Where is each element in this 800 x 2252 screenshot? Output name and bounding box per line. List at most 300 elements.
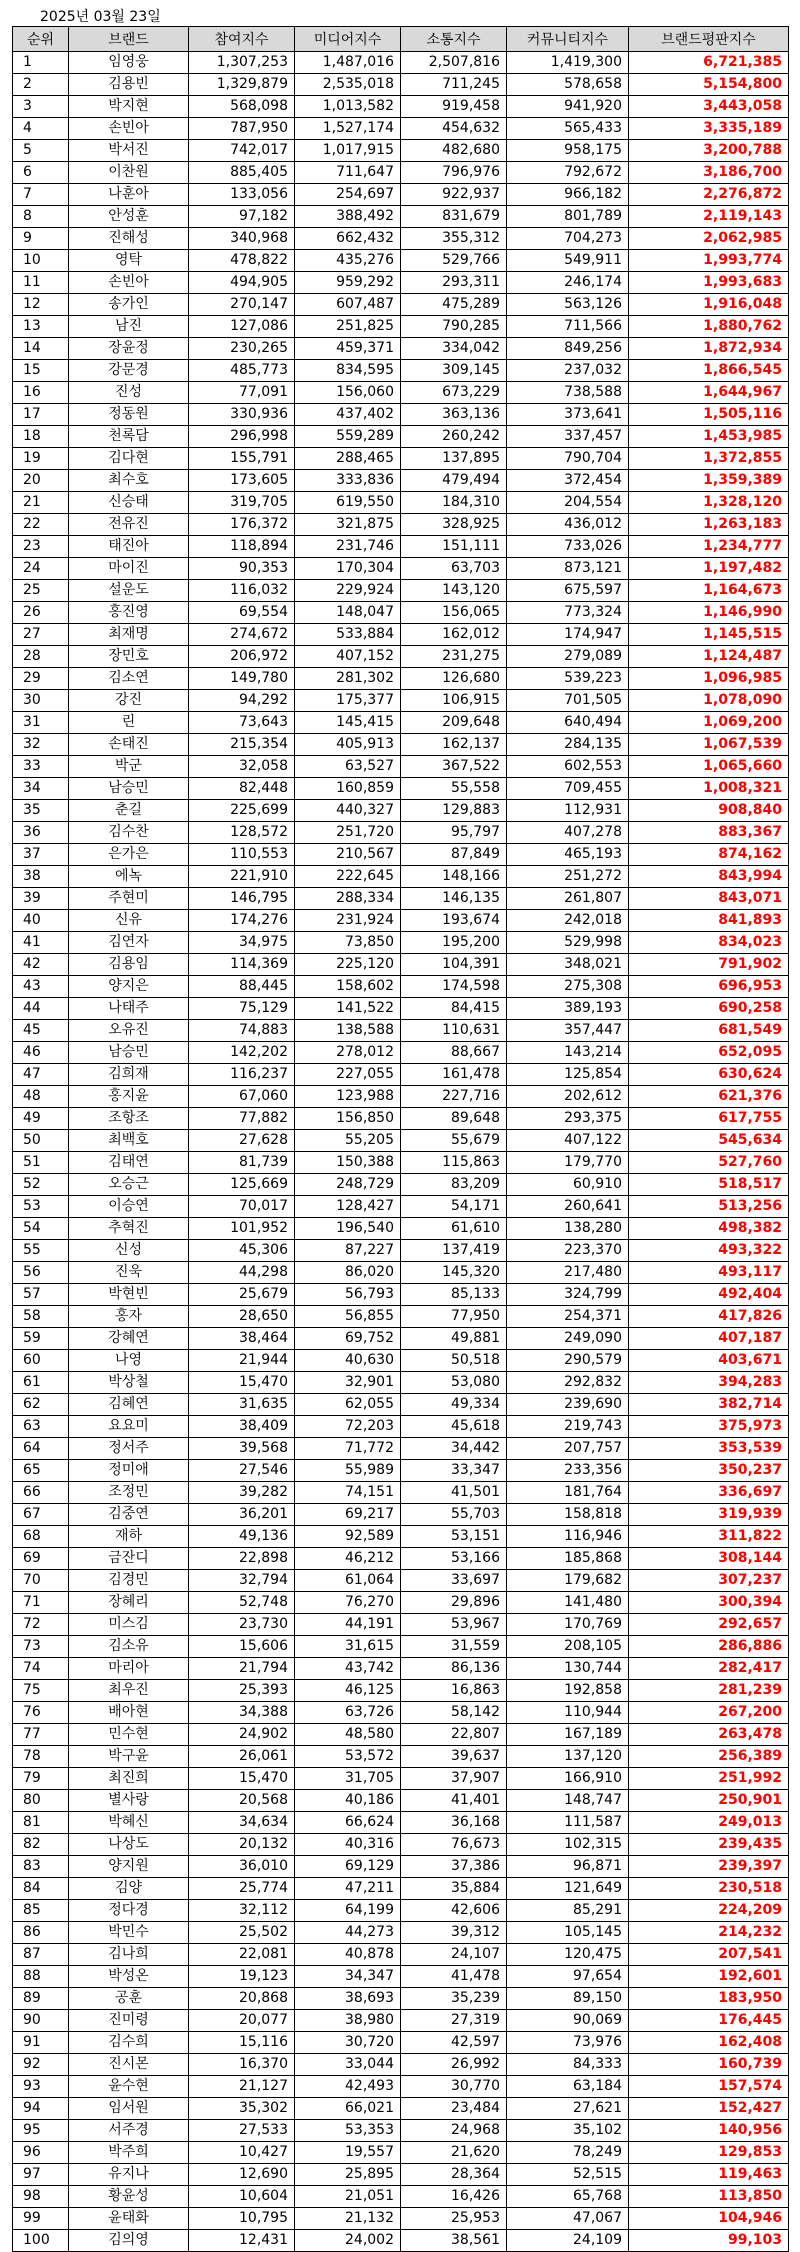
media-cell: 44,273 [295, 1922, 401, 1944]
reputation-index-cell: 300,394 [629, 1592, 789, 1614]
media-cell: 196,540 [295, 1218, 401, 1240]
media-cell: 251,825 [295, 316, 401, 338]
participation-cell: 36,201 [189, 1504, 295, 1526]
brand-cell: 오승근 [69, 1174, 189, 1196]
rank-cell: 25 [13, 580, 69, 602]
media-cell: 210,567 [295, 844, 401, 866]
table-row [13, 448, 789, 470]
communication-cell: 309,145 [401, 360, 507, 382]
brand-cell: 김소유 [69, 1636, 189, 1658]
reputation-index-cell: 527,760 [629, 1152, 789, 1174]
rank-cell: 10 [13, 250, 69, 272]
table-row [13, 1350, 789, 1372]
communication-cell: 53,080 [401, 1372, 507, 1394]
participation-cell: 36,010 [189, 1856, 295, 1878]
participation-cell: 225,699 [189, 800, 295, 822]
brand-cell: 나상도 [69, 1834, 189, 1856]
media-cell: 288,465 [295, 448, 401, 470]
community-cell: 436,012 [507, 514, 629, 536]
participation-cell: 270,147 [189, 294, 295, 316]
communication-cell: 137,419 [401, 1240, 507, 1262]
participation-cell: 116,237 [189, 1064, 295, 1086]
participation-cell: 90,353 [189, 558, 295, 580]
communication-cell: 328,925 [401, 514, 507, 536]
rank-cell: 3 [13, 96, 69, 118]
media-cell: 619,550 [295, 492, 401, 514]
participation-cell: 742,017 [189, 140, 295, 162]
table-header-row [13, 27, 789, 52]
rank-cell: 17 [13, 404, 69, 426]
brand-cell: 신유 [69, 910, 189, 932]
rank-cell: 95 [13, 2120, 69, 2142]
rank-cell: 87 [13, 1944, 69, 1966]
communication-cell: 711,245 [401, 74, 507, 96]
media-cell: 40,630 [295, 1350, 401, 1372]
media-cell: 38,980 [295, 2010, 401, 2032]
brand-cell: 김수찬 [69, 822, 189, 844]
media-cell: 440,327 [295, 800, 401, 822]
table-row [13, 1306, 789, 1328]
participation-cell: 21,794 [189, 1658, 295, 1680]
communication-cell: 355,312 [401, 228, 507, 250]
community-cell: 549,911 [507, 250, 629, 272]
media-cell: 388,492 [295, 206, 401, 228]
communication-cell: 25,953 [401, 2208, 507, 2230]
community-cell: 208,105 [507, 1636, 629, 1658]
rank-cell: 30 [13, 690, 69, 712]
media-cell: 407,152 [295, 646, 401, 668]
rank-cell: 79 [13, 1768, 69, 1790]
header-media-index: 미디어지수 [295, 27, 401, 52]
brand-cell: 강진 [69, 690, 189, 712]
table-row [13, 756, 789, 778]
communication-cell: 143,120 [401, 580, 507, 602]
header-rank: 순위 [13, 27, 69, 52]
brand-cell: 강문경 [69, 360, 189, 382]
reputation-index-cell: 249,013 [629, 1812, 789, 1834]
reputation-index-cell: 282,417 [629, 1658, 789, 1680]
participation-cell: 67,060 [189, 1086, 295, 1108]
participation-cell: 221,910 [189, 866, 295, 888]
table-row [13, 1372, 789, 1394]
rank-cell: 80 [13, 1790, 69, 1812]
community-cell: 90,069 [507, 2010, 629, 2032]
brand-cell: 전유진 [69, 514, 189, 536]
communication-cell: 76,673 [401, 1834, 507, 1856]
reputation-index-cell: 874,162 [629, 844, 789, 866]
reputation-index-cell: 99,103 [629, 2230, 789, 2252]
table-row [13, 2010, 789, 2032]
community-cell: 125,854 [507, 1064, 629, 1086]
table-row [13, 1086, 789, 1108]
communication-cell: 227,716 [401, 1086, 507, 1108]
brand-cell: 정서주 [69, 1438, 189, 1460]
community-cell: 701,505 [507, 690, 629, 712]
reputation-index-cell: 1,916,048 [629, 294, 789, 316]
table-row [13, 118, 789, 140]
reputation-index-cell: 1,644,967 [629, 382, 789, 404]
media-cell: 48,580 [295, 1724, 401, 1746]
communication-cell: 126,680 [401, 668, 507, 690]
community-cell: 284,135 [507, 734, 629, 756]
participation-cell: 26,061 [189, 1746, 295, 1768]
media-cell: 72,203 [295, 1416, 401, 1438]
communication-cell: 36,168 [401, 1812, 507, 1834]
participation-cell: 24,902 [189, 1724, 295, 1746]
participation-cell: 82,448 [189, 778, 295, 800]
reputation-index-cell: 1,880,762 [629, 316, 789, 338]
rank-cell: 84 [13, 1878, 69, 1900]
header-community-index: 커뮤니티지수 [507, 27, 629, 52]
brand-reputation-table [12, 26, 789, 2252]
participation-cell: 10,795 [189, 2208, 295, 2230]
reputation-index-cell: 1,124,487 [629, 646, 789, 668]
participation-cell: 15,116 [189, 2032, 295, 2054]
communication-cell: 482,680 [401, 140, 507, 162]
reputation-index-cell: 1,197,482 [629, 558, 789, 580]
rank-cell: 77 [13, 1724, 69, 1746]
participation-cell: 20,132 [189, 1834, 295, 1856]
communication-cell: 83,209 [401, 1174, 507, 1196]
participation-cell: 69,554 [189, 602, 295, 624]
participation-cell: 74,883 [189, 1020, 295, 1042]
participation-cell: 38,409 [189, 1416, 295, 1438]
participation-cell: 20,868 [189, 1988, 295, 2010]
communication-cell: 45,618 [401, 1416, 507, 1438]
reputation-index-cell: 843,994 [629, 866, 789, 888]
rank-cell: 82 [13, 1834, 69, 1856]
rank-cell: 57 [13, 1284, 69, 1306]
reputation-index-cell: 1,008,321 [629, 778, 789, 800]
participation-cell: 22,081 [189, 1944, 295, 1966]
communication-cell: 454,632 [401, 118, 507, 140]
rank-cell: 41 [13, 932, 69, 954]
brand-cell: 박군 [69, 756, 189, 778]
participation-cell: 28,650 [189, 1306, 295, 1328]
media-cell: 1,017,915 [295, 140, 401, 162]
communication-cell: 89,648 [401, 1108, 507, 1130]
community-cell: 96,871 [507, 1856, 629, 1878]
community-cell: 337,457 [507, 426, 629, 448]
community-cell: 290,579 [507, 1350, 629, 1372]
brand-cell: 장혜리 [69, 1592, 189, 1614]
reputation-index-cell: 1,505,116 [629, 404, 789, 426]
reputation-index-cell: 1,263,183 [629, 514, 789, 536]
media-cell: 62,055 [295, 1394, 401, 1416]
communication-cell: 55,703 [401, 1504, 507, 1526]
brand-cell: 박상철 [69, 1372, 189, 1394]
reputation-index-cell: 417,826 [629, 1306, 789, 1328]
table-row [13, 1900, 789, 1922]
rank-cell: 9 [13, 228, 69, 250]
brand-cell: 진욱 [69, 1262, 189, 1284]
rank-cell: 14 [13, 338, 69, 360]
community-cell: 407,122 [507, 1130, 629, 1152]
communication-cell: 16,426 [401, 2186, 507, 2208]
brand-cell: 최수호 [69, 470, 189, 492]
reputation-index-cell: 129,853 [629, 2142, 789, 2164]
rank-cell: 68 [13, 1526, 69, 1548]
table-row [13, 1988, 789, 2010]
reputation-index-cell: 621,376 [629, 1086, 789, 1108]
header-communication-index: 소통지수 [401, 27, 507, 52]
participation-cell: 330,936 [189, 404, 295, 426]
brand-cell: 배아현 [69, 1702, 189, 1724]
table-row [13, 514, 789, 536]
table-row [13, 954, 789, 976]
table-row [13, 558, 789, 580]
table-row [13, 932, 789, 954]
table-row [13, 1658, 789, 1680]
brand-cell: 최우진 [69, 1680, 189, 1702]
media-cell: 46,212 [295, 1548, 401, 1570]
communication-cell: 209,648 [401, 712, 507, 734]
reputation-index-cell: 394,283 [629, 1372, 789, 1394]
participation-cell: 34,975 [189, 932, 295, 954]
table-row [13, 1570, 789, 1592]
communication-cell: 77,950 [401, 1306, 507, 1328]
brand-cell: 윤태화 [69, 2208, 189, 2230]
table-row [13, 734, 789, 756]
participation-cell: 25,393 [189, 1680, 295, 1702]
reputation-index-cell: 498,382 [629, 1218, 789, 1240]
table-row [13, 250, 789, 272]
reputation-index-cell: 319,939 [629, 1504, 789, 1526]
reputation-index-cell: 192,601 [629, 1966, 789, 1988]
brand-cell: 천록담 [69, 426, 189, 448]
reputation-index-cell: 791,902 [629, 954, 789, 976]
reputation-index-cell: 5,154,800 [629, 74, 789, 96]
rank-cell: 29 [13, 668, 69, 690]
table-row [13, 910, 789, 932]
brand-cell: 박성온 [69, 1966, 189, 1988]
media-cell: 156,850 [295, 1108, 401, 1130]
table-row [13, 602, 789, 624]
rank-cell: 1 [13, 52, 69, 74]
reputation-index-cell: 630,624 [629, 1064, 789, 1086]
brand-cell: 홍진영 [69, 602, 189, 624]
reputation-index-cell: 3,443,058 [629, 96, 789, 118]
table-row [13, 1944, 789, 1966]
communication-cell: 293,311 [401, 272, 507, 294]
communication-cell: 831,679 [401, 206, 507, 228]
participation-cell: 52,748 [189, 1592, 295, 1614]
reputation-index-cell: 113,850 [629, 2186, 789, 2208]
table-row [13, 1790, 789, 1812]
rank-cell: 69 [13, 1548, 69, 1570]
participation-cell: 485,773 [189, 360, 295, 382]
rank-cell: 66 [13, 1482, 69, 1504]
brand-cell: 미스김 [69, 1614, 189, 1636]
table-row [13, 52, 789, 74]
rank-cell: 40 [13, 910, 69, 932]
reputation-index-cell: 6,721,385 [629, 52, 789, 74]
reputation-index-cell: 307,237 [629, 1570, 789, 1592]
participation-cell: 127,086 [189, 316, 295, 338]
communication-cell: 42,597 [401, 2032, 507, 2054]
communication-cell: 104,391 [401, 954, 507, 976]
participation-cell: 49,136 [189, 1526, 295, 1548]
header-participation-index: 참여지수 [189, 27, 295, 52]
rank-cell: 36 [13, 822, 69, 844]
community-cell: 704,273 [507, 228, 629, 250]
media-cell: 1,527,174 [295, 118, 401, 140]
community-cell: 121,649 [507, 1878, 629, 1900]
reputation-index-cell: 353,539 [629, 1438, 789, 1460]
community-cell: 185,868 [507, 1548, 629, 1570]
rank-cell: 54 [13, 1218, 69, 1240]
brand-cell: 최재명 [69, 624, 189, 646]
communication-cell: 146,135 [401, 888, 507, 910]
report-date: 2025년 03월 23일 [40, 9, 161, 25]
table-row [13, 360, 789, 382]
community-cell: 97,654 [507, 1966, 629, 1988]
brand-cell: 진미령 [69, 2010, 189, 2032]
media-cell: 559,289 [295, 426, 401, 448]
communication-cell: 95,797 [401, 822, 507, 844]
table-row [13, 822, 789, 844]
media-cell: 321,875 [295, 514, 401, 536]
community-cell: 237,032 [507, 360, 629, 382]
media-cell: 288,334 [295, 888, 401, 910]
participation-cell: 34,388 [189, 1702, 295, 1724]
community-cell: 249,090 [507, 1328, 629, 1350]
reputation-index-cell: 3,335,189 [629, 118, 789, 140]
table-row [13, 536, 789, 558]
media-cell: 435,276 [295, 250, 401, 272]
communication-cell: 479,494 [401, 470, 507, 492]
communication-cell: 88,667 [401, 1042, 507, 1064]
reputation-index-cell: 908,840 [629, 800, 789, 822]
reputation-index-cell: 292,657 [629, 1614, 789, 1636]
communication-cell: 87,849 [401, 844, 507, 866]
participation-cell: 97,182 [189, 206, 295, 228]
table-row [13, 1152, 789, 1174]
community-cell: 801,789 [507, 206, 629, 228]
communication-cell: 129,883 [401, 800, 507, 822]
reputation-index-cell: 336,697 [629, 1482, 789, 1504]
reputation-index-cell: 239,397 [629, 1856, 789, 1878]
communication-cell: 174,598 [401, 976, 507, 998]
community-cell: 640,494 [507, 712, 629, 734]
community-cell: 563,126 [507, 294, 629, 316]
media-cell: 53,353 [295, 2120, 401, 2142]
table-row [13, 580, 789, 602]
media-cell: 281,302 [295, 668, 401, 690]
communication-cell: 30,770 [401, 2076, 507, 2098]
brand-cell: 박지현 [69, 96, 189, 118]
rank-cell: 13 [13, 316, 69, 338]
table-row [13, 1042, 789, 1064]
community-cell: 578,658 [507, 74, 629, 96]
community-cell: 143,214 [507, 1042, 629, 1064]
community-cell: 254,371 [507, 1306, 629, 1328]
brand-cell: 추혁진 [69, 1218, 189, 1240]
communication-cell: 86,136 [401, 1658, 507, 1680]
brand-cell: 마리아 [69, 1658, 189, 1680]
table-row [13, 2054, 789, 2076]
table-row [13, 976, 789, 998]
community-cell: 111,587 [507, 1812, 629, 1834]
media-cell: 138,588 [295, 1020, 401, 1042]
community-cell: 1,419,300 [507, 52, 629, 74]
communication-cell: 27,319 [401, 2010, 507, 2032]
community-cell: 849,256 [507, 338, 629, 360]
media-cell: 63,527 [295, 756, 401, 778]
participation-cell: 32,112 [189, 1900, 295, 1922]
rank-cell: 94 [13, 2098, 69, 2120]
rank-cell: 37 [13, 844, 69, 866]
media-cell: 405,913 [295, 734, 401, 756]
rank-cell: 34 [13, 778, 69, 800]
reputation-index-cell: 513,256 [629, 1196, 789, 1218]
media-cell: 222,645 [295, 866, 401, 888]
community-cell: 207,757 [507, 1438, 629, 1460]
media-cell: 55,205 [295, 1130, 401, 1152]
reputation-index-cell: 1,453,985 [629, 426, 789, 448]
participation-cell: 70,017 [189, 1196, 295, 1218]
reputation-index-cell: 2,276,872 [629, 184, 789, 206]
brand-cell: 홍자 [69, 1306, 189, 1328]
table-row [13, 712, 789, 734]
table-row [13, 316, 789, 338]
rank-cell: 18 [13, 426, 69, 448]
rank-cell: 73 [13, 1636, 69, 1658]
participation-cell: 23,730 [189, 1614, 295, 1636]
brand-cell: 나영 [69, 1350, 189, 1372]
rank-cell: 39 [13, 888, 69, 910]
media-cell: 33,044 [295, 2054, 401, 2076]
community-cell: 389,193 [507, 998, 629, 1020]
brand-cell: 민수현 [69, 1724, 189, 1746]
communication-cell: 63,703 [401, 558, 507, 580]
brand-cell: 정다경 [69, 1900, 189, 1922]
participation-cell: 88,445 [189, 976, 295, 998]
community-cell: 773,324 [507, 602, 629, 624]
media-cell: 69,217 [295, 1504, 401, 1526]
community-cell: 89,150 [507, 1988, 629, 2010]
communication-cell: 115,863 [401, 1152, 507, 1174]
communication-cell: 162,012 [401, 624, 507, 646]
rank-cell: 12 [13, 294, 69, 316]
communication-cell: 41,401 [401, 1790, 507, 1812]
brand-cell: 최백호 [69, 1130, 189, 1152]
participation-cell: 787,950 [189, 118, 295, 140]
table-row [13, 2164, 789, 2186]
participation-cell: 27,533 [189, 2120, 295, 2142]
community-cell: 873,121 [507, 558, 629, 580]
brand-cell: 박주희 [69, 2142, 189, 2164]
media-cell: 47,211 [295, 1878, 401, 1900]
table-row [13, 1526, 789, 1548]
participation-cell: 20,568 [189, 1790, 295, 1812]
rank-cell: 43 [13, 976, 69, 998]
brand-cell: 김연자 [69, 932, 189, 954]
media-cell: 86,020 [295, 1262, 401, 1284]
media-cell: 71,772 [295, 1438, 401, 1460]
participation-cell: 478,822 [189, 250, 295, 272]
communication-cell: 33,697 [401, 1570, 507, 1592]
rank-cell: 58 [13, 1306, 69, 1328]
brand-cell: 정미애 [69, 1460, 189, 1482]
reputation-index-cell: 308,144 [629, 1548, 789, 1570]
media-cell: 251,720 [295, 822, 401, 844]
brand-cell: 태진아 [69, 536, 189, 558]
reputation-index-cell: 286,886 [629, 1636, 789, 1658]
rank-cell: 26 [13, 602, 69, 624]
community-cell: 167,189 [507, 1724, 629, 1746]
communication-cell: 162,137 [401, 734, 507, 756]
